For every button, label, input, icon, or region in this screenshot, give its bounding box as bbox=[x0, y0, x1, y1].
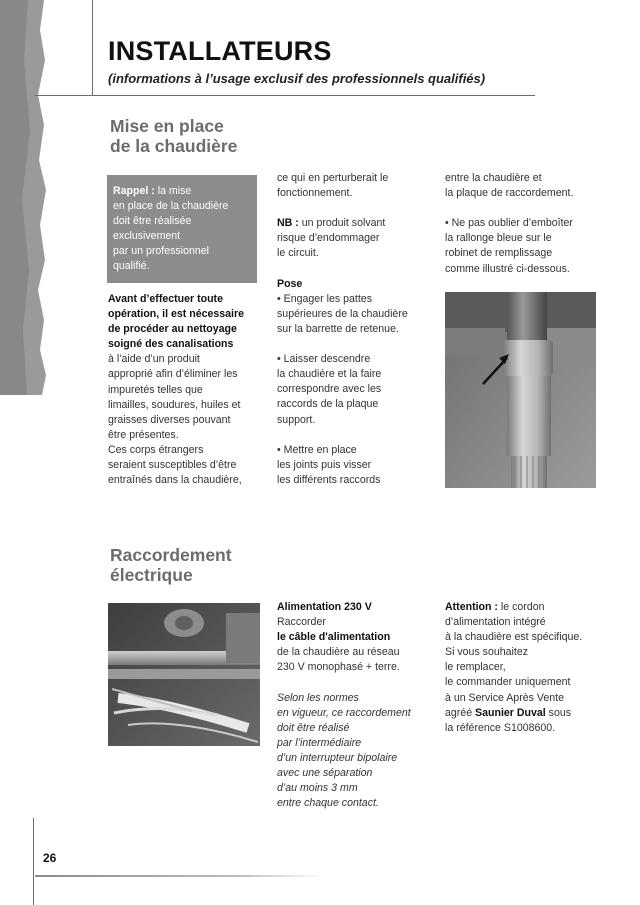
pose-heading: Pose bbox=[277, 277, 303, 290]
page-subtitle: (informations à l’usage exclusif des professionnels qualifiés) bbox=[108, 71, 486, 86]
attention-label: Attention : bbox=[445, 601, 498, 613]
page-title: INSTALLATEURS bbox=[108, 36, 332, 66]
wiring-photo bbox=[108, 603, 260, 746]
section1-column-3: entre la chaudière et la plaque de raccordement. • Ne pas oublier d’emboîter la rallonge bleue sur le robinet de remplissage comme illustré ci-dessous. bbox=[445, 172, 574, 275]
section1-column-1: Avant d’effectuer toute opération, il est nécessaire de procéder au nettoyage soigné des canalisations à l’aide d’un produit approprié afin d’éliminer les impuretés telles que limailles, soudures, huiles et graisses diverses pouvant être présentes. Ces corps étrangers seraient susceptibles d’être entraînés dans la chaudière, bbox=[108, 293, 245, 487]
fitting-photo bbox=[445, 292, 596, 488]
power-label: Alimentation 230 V bbox=[277, 601, 372, 613]
nb-label: NB : bbox=[277, 217, 299, 230]
rappel-callout: Rappel : la mise en place de la chaudière doit être réalisée exclusivement par un professionnel qualifié. bbox=[107, 175, 257, 283]
header-horizontal-rule bbox=[35, 95, 535, 96]
section-heading-electrical: Raccordement électrique bbox=[110, 545, 232, 585]
section1-column-2: ce qui en perturberait le fonctionnement. NB : un produit solvant risque d’endommager le circuit. Pose • Engager les pattes supérieures de la chaudière sur la barrette de retenue. • Laisser descendre la chaudière et la faire correspondre avec les raccords de la plaque support. • Mettre en place les joints puis visser les différents raccords bbox=[277, 171, 437, 488]
section2-column-3: Attention : le cordon d’alimentation intégré à la chaudière est spécifique. Si vous souhaitez le remplacer, le commander uniquement à un Service Après Vente agréé Saunier Duval sous la référence S1008600. bbox=[445, 601, 583, 734]
section2-column-2: Alimentation 230 V Raccorder le câble d'alimentation de la chaudière au réseau 230 V monophasé + terre. Selon les normes en vigueur, ce raccordement doit être réalisé par l’intermédiaire d’un interrupteur bipolaire avec une séparation d’au moins 3 mm entre chaque contact. bbox=[277, 600, 437, 811]
footer-rule bbox=[35, 875, 325, 877]
header-vertical-rule bbox=[92, 0, 93, 95]
footer-vertical-rule bbox=[33, 818, 34, 905]
decorative-edge-band bbox=[0, 0, 48, 395]
rappel-label: Rappel : bbox=[113, 185, 155, 197]
brand-name: Saunier Duval bbox=[475, 706, 546, 719]
page-number: 26 bbox=[43, 851, 57, 865]
section-heading-installation: Mise en place de la chaudière bbox=[110, 116, 238, 156]
